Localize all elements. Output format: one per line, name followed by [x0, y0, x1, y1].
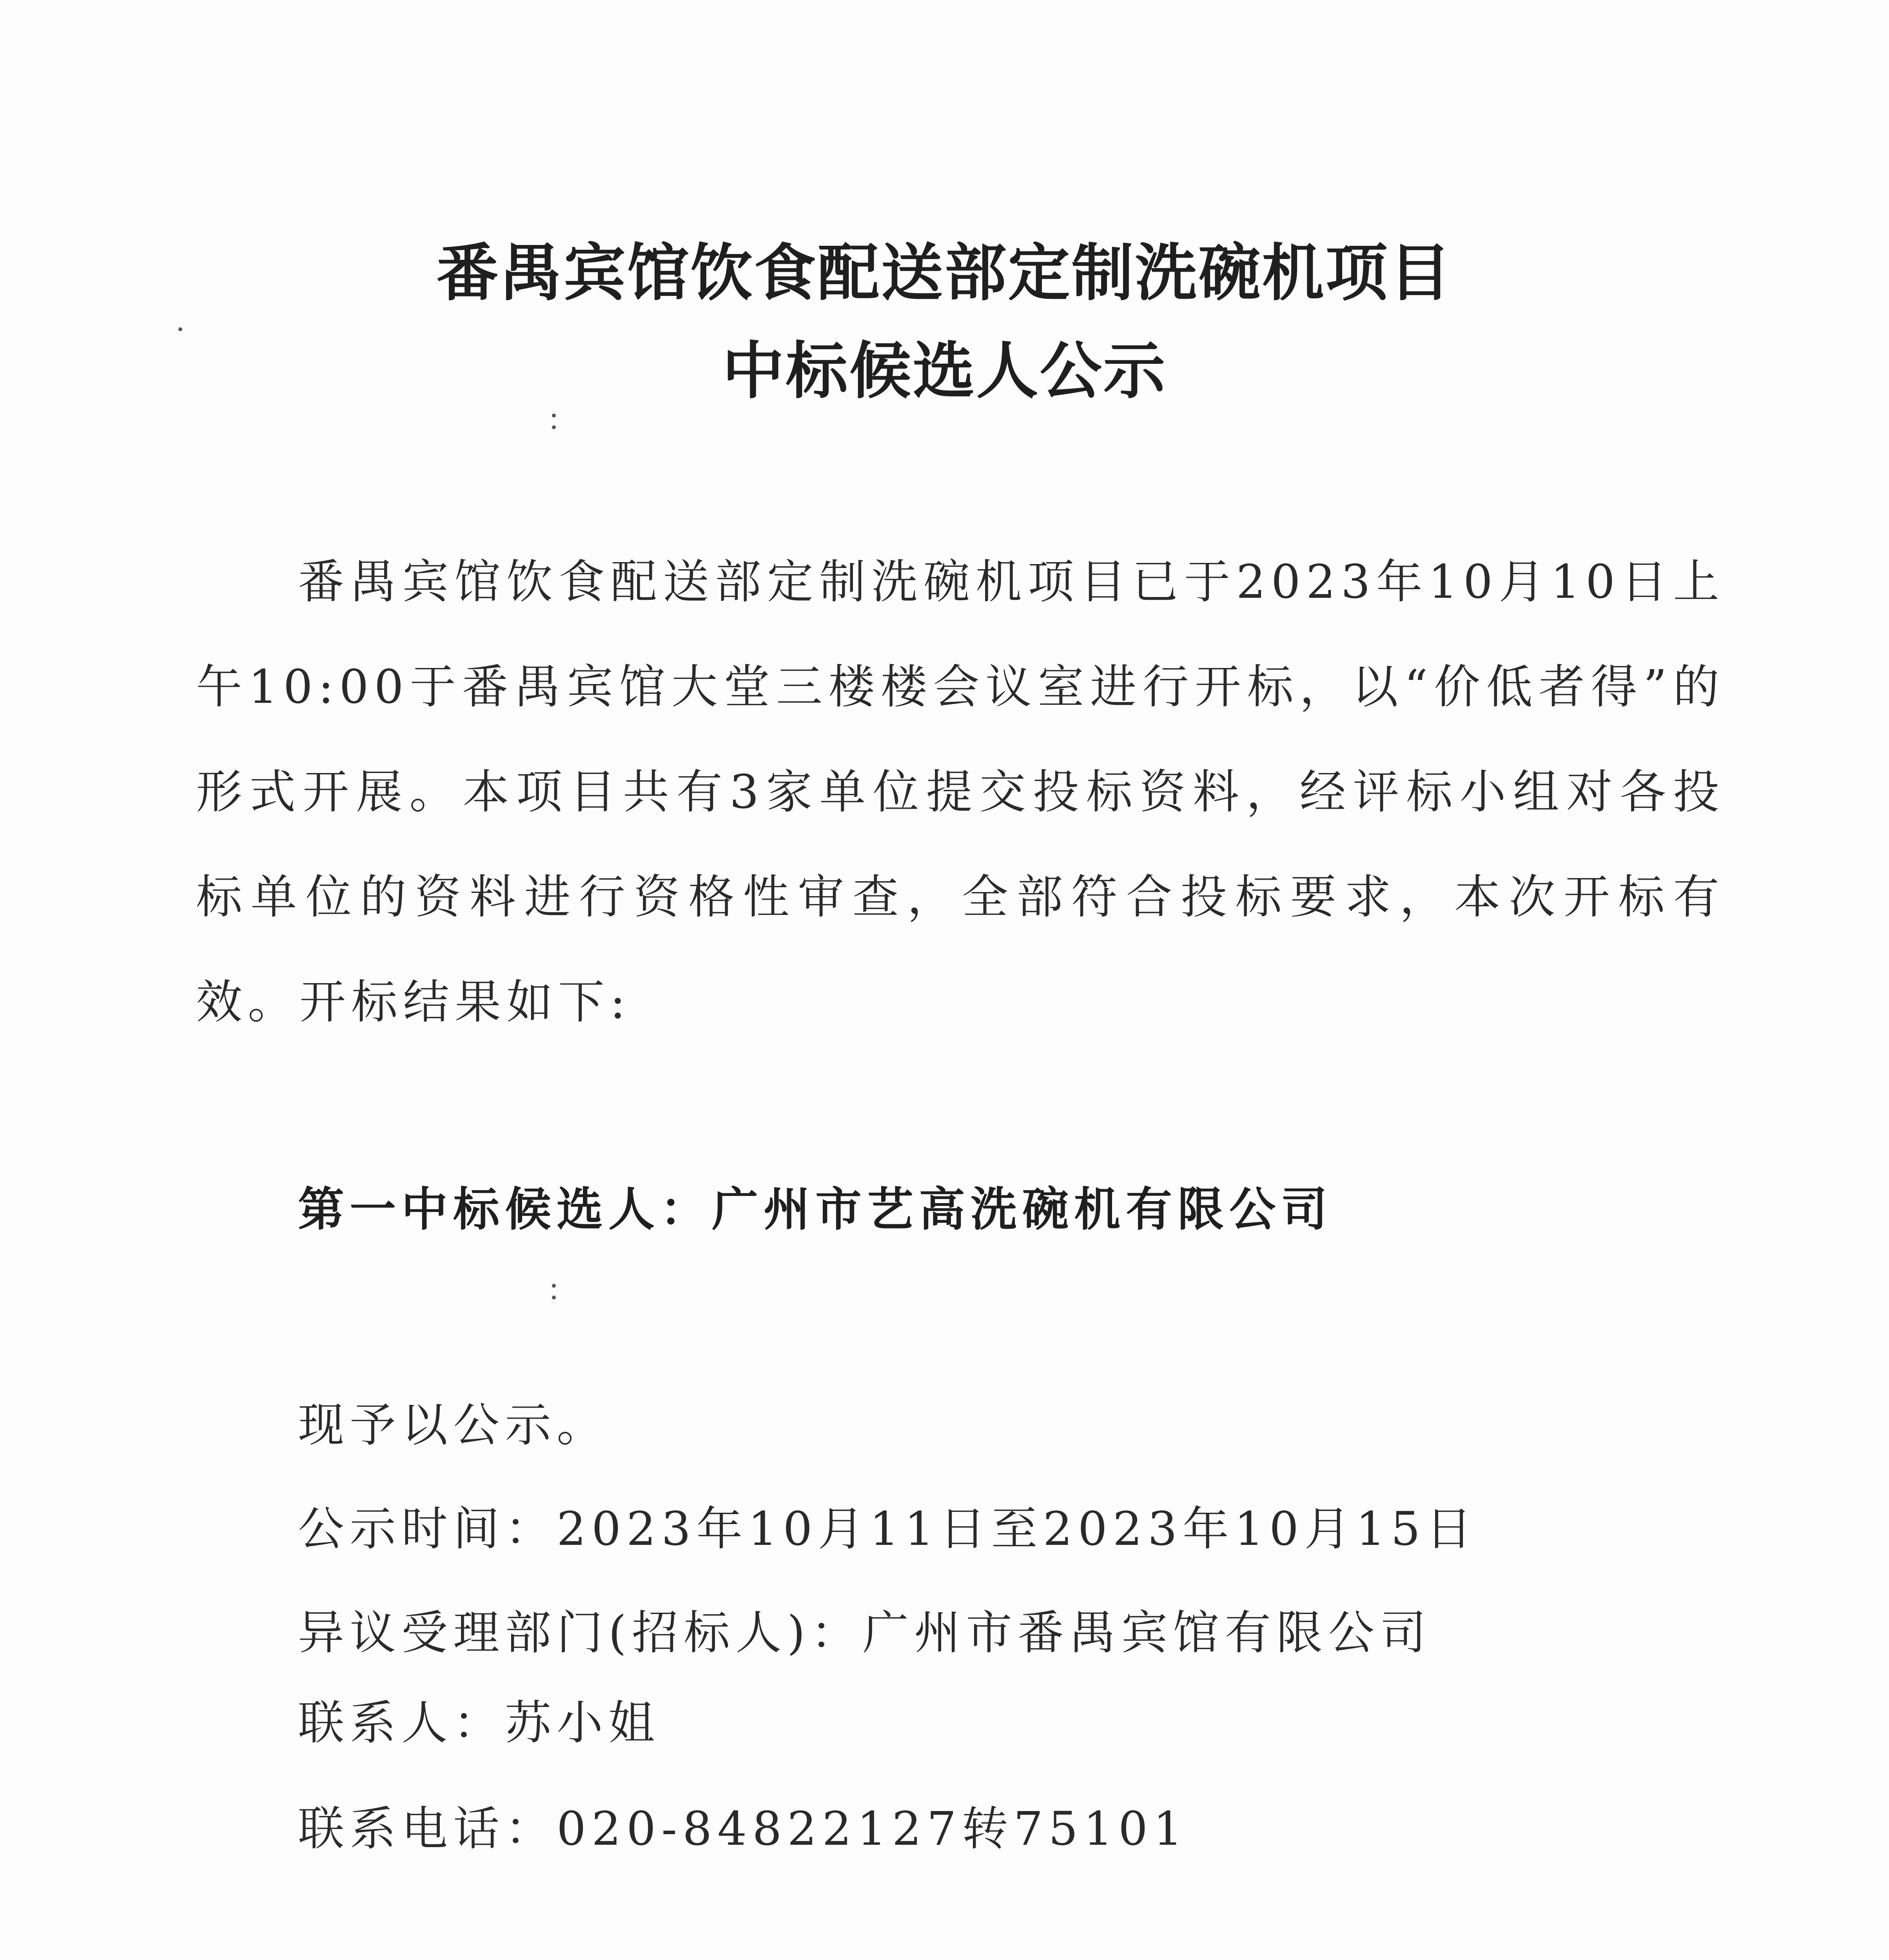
- contact-person: 联系人：苏小姐: [298, 1696, 661, 1750]
- document-title-line1: 番禺宾馆饮食配送部定制洗碗机项目: [436, 237, 1453, 309]
- objection-department: 异议受理部门(招标人)：广州市番禺宾馆有限公司: [298, 1606, 1432, 1660]
- document-title-line2: 中标候选人公示: [722, 335, 1167, 407]
- scan-speck: [552, 1284, 556, 1288]
- scan-speck: [552, 1296, 556, 1299]
- scan-speck: [178, 327, 182, 331]
- announcement-period: 公示时间：2023年10月11日至2023年10月15日: [298, 1502, 1478, 1556]
- announcement-text: 现予以公示。: [298, 1398, 609, 1452]
- scan-speck: [552, 425, 556, 429]
- scan-speck: [552, 414, 556, 417]
- first-candidate: 第一中标候选人：广州市艺高洗碗机有限公司: [298, 1182, 1333, 1236]
- body-paragraph: 番禺宾馆饮食配送部定制洗碗机项目已于2023年10月10日上午10:00于番禺宾馆大堂三楼楼会议室进行开标，以“价低者得”的形式开展。本项目共有3家单位提交投标资料，经评标小组对各投标单位的资料进行资格性审查，全部符合投标要求，本次开标有效。开标结果如下:: [196, 555, 1725, 1029]
- contact-phone: 联系电话：020-84822127转75101: [298, 1802, 1189, 1856]
